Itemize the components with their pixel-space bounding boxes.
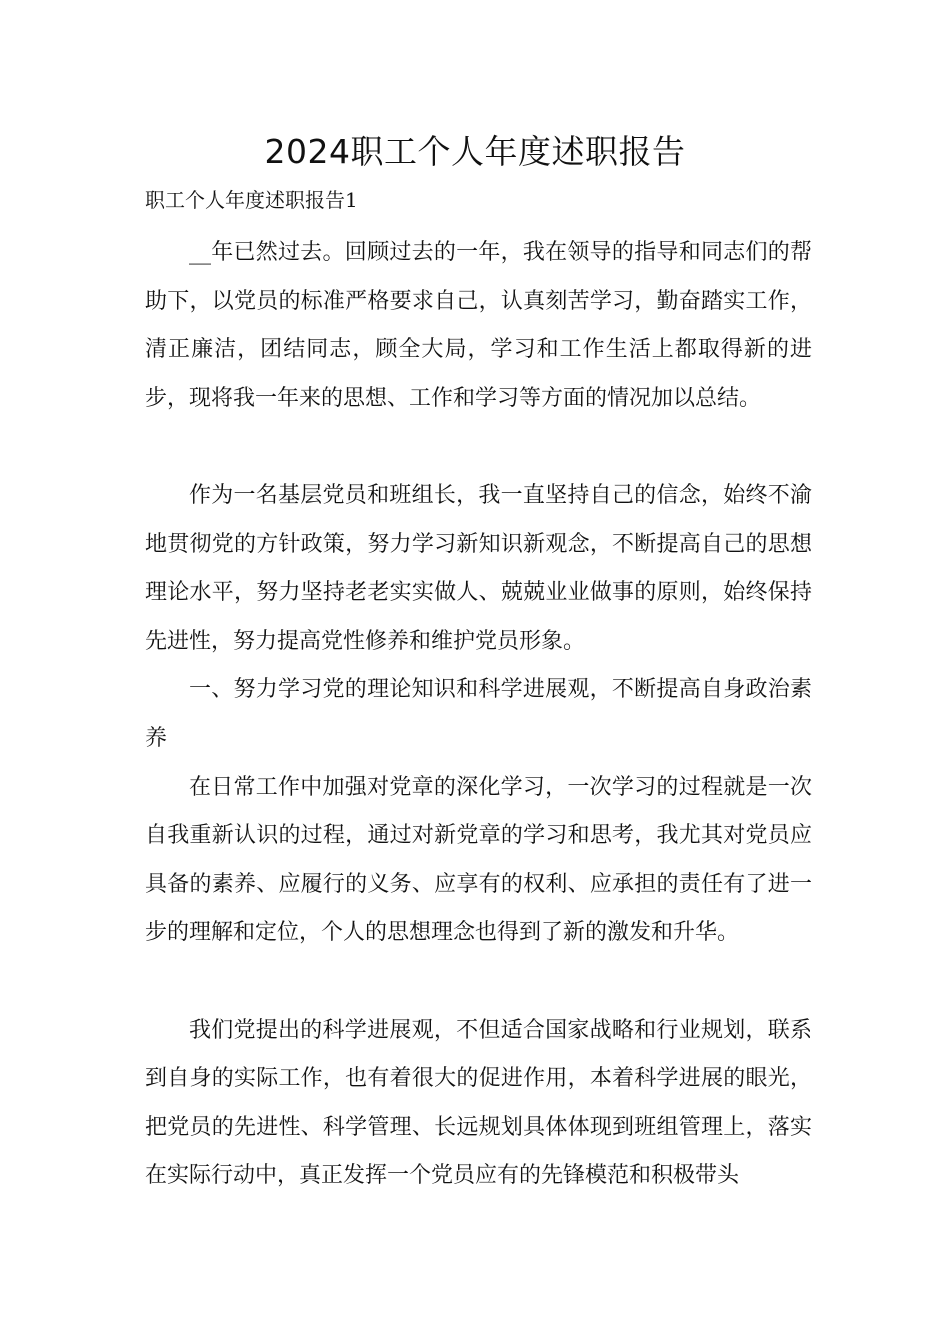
document-body [145, 229, 812, 1201]
document-title: 2024职工个人年度述职报告 [264, 132, 686, 171]
paragraph-scientific-development: 我们党提出的科学进展观，不但适合国家战略和行业规划，联系到自身的实际工作，也有着很大的促进作用，本着科学进展的眼光，把党员的先进性、科学管理、长远规划具体体现到班组管理上，落实在实际行动中，真正发挥一个党员应有的先锋模范和积极带头 [145, 1017, 812, 1189]
document-subtitle: 职工个人年度述职报告1 [145, 188, 358, 212]
paragraph-gap [145, 958, 812, 1007]
paragraph-belief: 作为一名基层党员和班组长，我一直坚持自己的信念，始终不渝地贯彻党的方针政策，努力学习新知识新观念，不断提高自己的思想理论水平，努力坚持老老实实做人、兢兢业业做事的原则，始终保持先进性，努力提高党性修养和维护党员形象。 [145, 482, 812, 654]
section-heading-1: 一、努力学习党的理论知识和科学进展观，不断提高自身政治素养 [145, 677, 812, 751]
paragraph-gap [145, 423, 812, 472]
paragraph-intro: __年已然过去。回顾过去的一年，我在领导的指导和同志们的帮助下，以党员的标准严格要求自己，认真刻苦学习，勤奋踏实工作，清正廉洁，团结同志，顾全大局，学习和工作生活上都取得新的进步，现将我一年来的思想、工作和学习等方面的情况加以总结。 [145, 240, 812, 411]
paragraph-party-constitution: 在日常工作中加强对党章的深化学习，一次学习的过程就是一次自我重新认识的过程，通过对新党章的学习和思考，我尤其对党员应具备的素养、应履行的义务、应享有的权利、应承担的责任有了进一步的理解和定位，个人的思想理念也得到了新的激发和升华。 [145, 774, 812, 946]
